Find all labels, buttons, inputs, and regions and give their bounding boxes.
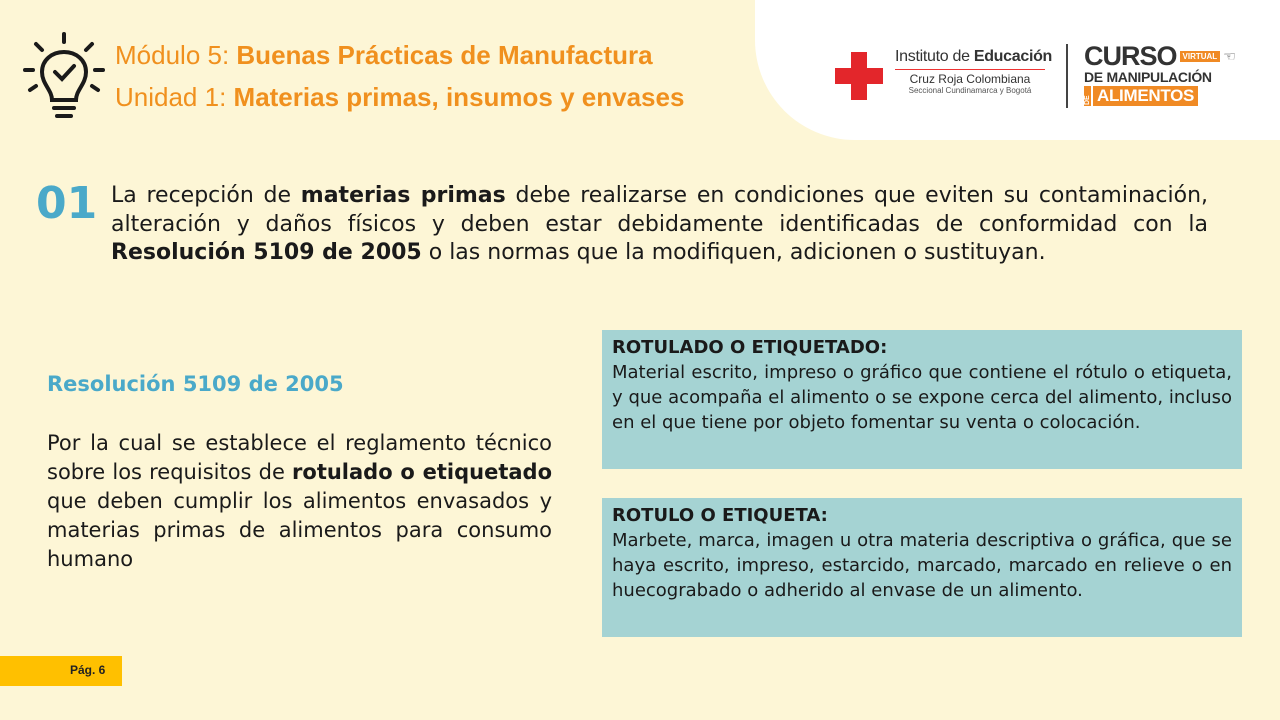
resolution-heading: Resolución 5109 de 2005 [47,372,344,396]
definition-box-rotulo [602,498,1242,637]
page-title [115,34,684,118]
intro-paragraph: La recepción de materias primas debe realizarse en condiciones que eviten su contaminación, alteración y daños físicos y deben estar debidamente identificadas de conformidad con la Resolución 5109 de 2005 o las normas que la modifiquen, adicionen o sustituyan. [111,183,1209,265]
definition-box-rotulado [602,330,1242,469]
lightbulb-check-icon [22,30,106,122]
logo-divider [1066,44,1068,108]
definition-term: ROTULO O ETIQUETA: [612,505,828,526]
resolution-paragraph: Por la cual se establece el reglamento técnico sobre los requisitos de rotulado o etiquetado que deben cumplir los alimentos envasados y materias primas de alimentos para consumo humano [47,431,552,571]
module-line: Módulo 5: Buenas Prácticas de Manufactura [115,40,653,70]
hand-pointer-icon: ☜ [1223,47,1236,64]
definition-text: Material escrito, impreso o gráfico que contiene el rótulo o etiqueta, y que acompaña el alimento o se expone cerca del alimento, incluso en el que tiene por objeto fomentar su venta o colocación. [612,362,1232,433]
definition-term: ROTULADO O ETIQUETADO: [612,337,888,358]
institute-logo: Instituto de Educación Cruz Roja Colombiana Seccional Cundinamarca y Bogotá [895,48,1053,95]
unit-line: Unidad 1: Materias primas, insumos y envases [115,82,685,112]
definition-text: Marbete, marca, imagen u otra materia descriptiva o gráfica, que se haya escrito, impreso, estarcido, marcado, marcado en relieve o en huecograbado o adherido al envase de un alimento. [612,530,1232,601]
red-cross-logo [835,52,883,100]
section-number: 01 [36,178,98,229]
page-number-badge: Pág. 6 [0,656,122,686]
course-logo: CURSO VIRTUAL ☜ DE MANIPULACIÓN DE ALIMENTOS [1084,41,1236,105]
